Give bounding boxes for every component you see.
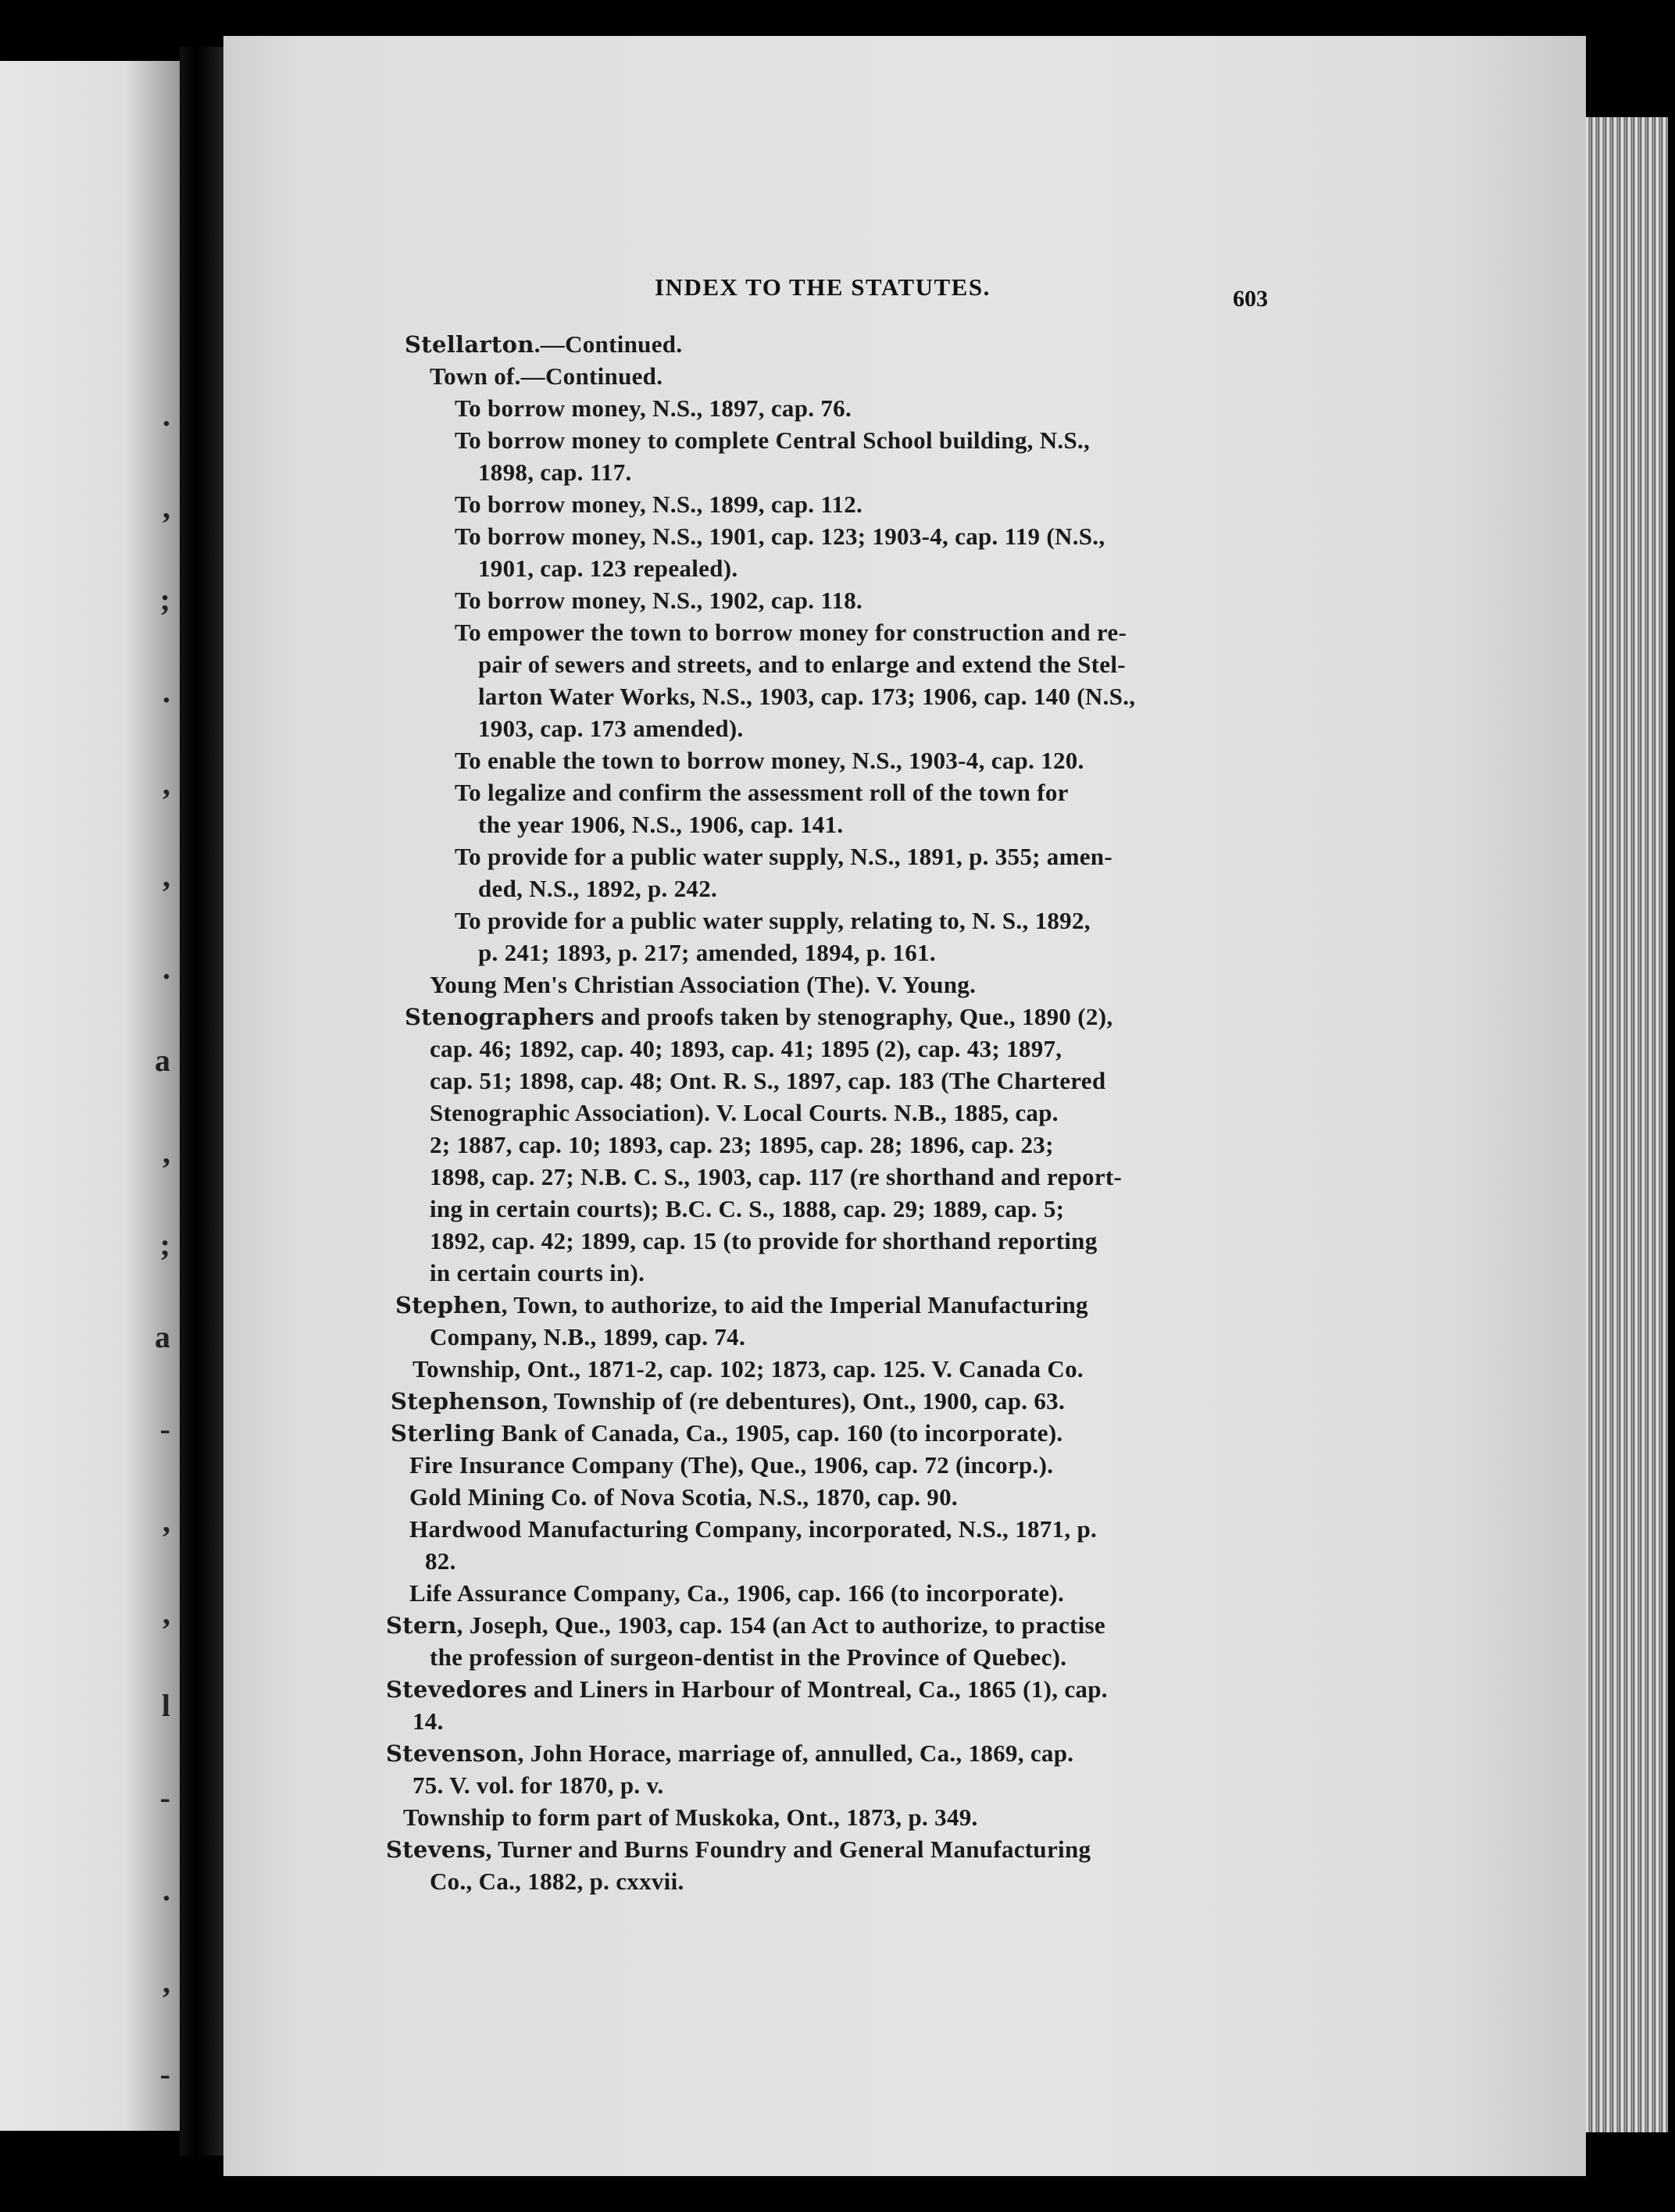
index-line	[381, 1545, 1295, 1577]
index-line	[381, 1065, 1295, 1097]
index-line	[381, 488, 1295, 520]
left-page-mark: a	[155, 1319, 170, 1354]
index-entry-heading: Stellarton	[405, 331, 534, 358]
page-number: 603	[1233, 286, 1268, 312]
left-page-edge-marks	[0, 61, 180, 2131]
index-line	[381, 616, 1295, 648]
index-line	[381, 1577, 1295, 1609]
index-entry-text: Township to form part of Muskoka, Ont., 1873, p. 349.	[403, 1803, 978, 1831]
index-entry-text: Township, Ont., 1871-2, cap. 102; 1873, cap. 125. V. Canada Co.	[412, 1355, 1084, 1382]
index-entry-text: To borrow money, N.S., 1901, cap. 123; 1903-4, cap. 119 (N.S.,	[455, 523, 1105, 550]
left-page-mark: -	[159, 1411, 170, 1447]
index-line	[381, 1449, 1295, 1481]
book-gutter	[180, 47, 223, 2156]
index-line	[381, 1481, 1295, 1513]
index-line	[381, 776, 1295, 808]
index-line	[381, 1321, 1295, 1353]
index-entry-text: cap. 51; 1898, cap. 48; Ont. R. S., 1897, cap. 183 (The Chartered	[430, 1067, 1106, 1094]
index-entry-text: , Joseph, Que., 1903, cap. 154 (an Act to authorize, to practise	[456, 1611, 1105, 1639]
left-page-mark: ,	[162, 1596, 170, 1631]
index-line	[381, 1673, 1295, 1705]
index-line	[381, 1289, 1295, 1321]
index-entries	[381, 328, 1295, 1897]
index-entry-text: ded, N.S., 1892, p. 242.	[478, 875, 718, 902]
index-entry-text: To borrow money, N.S., 1899, cap. 112.	[455, 491, 863, 518]
index-entry-heading: Stephenson	[391, 1388, 542, 1415]
index-line	[381, 1769, 1295, 1801]
index-entry-heading: Sterling	[391, 1420, 495, 1447]
index-entry-text: 1901, cap. 123 repealed).	[478, 555, 738, 582]
index-line	[381, 1801, 1295, 1833]
index-entry-text: , John Horace, marriage of, annulled, Ca., 1869, cap.	[517, 1739, 1074, 1767]
index-entry-text: 1898, cap. 117.	[478, 458, 632, 486]
left-page	[0, 61, 180, 2131]
index-line	[381, 969, 1295, 1001]
index-entry-text: To legalize and confirm the assessment roll of the town for	[455, 779, 1069, 806]
index-entry-text: 82.	[425, 1547, 456, 1575]
index-line	[381, 1833, 1295, 1865]
index-entry-text: To provide for a public water supply, N.S., 1891, p. 355; amen-	[455, 843, 1112, 870]
index-entry-text: p. 241; 1893, p. 217; amended, 1894, p. 161.	[478, 939, 936, 966]
index-entry-heading: Stevenson	[386, 1740, 518, 1767]
left-page-mark: ;	[159, 1227, 170, 1262]
index-line	[381, 1865, 1295, 1897]
index-line	[381, 1033, 1295, 1065]
index-line	[381, 1737, 1295, 1769]
index-entry-text: To enable the town to borrow money, N.S., 1903-4, cap. 120.	[455, 747, 1084, 774]
index-entry-text: , Township of (re debentures), Ont., 1900, cap. 63.	[541, 1387, 1065, 1415]
index-line	[381, 1513, 1295, 1545]
index-line	[381, 1641, 1295, 1673]
index-line	[381, 1385, 1295, 1417]
index-line	[381, 744, 1295, 776]
index-line	[381, 1129, 1295, 1161]
left-page-mark: -	[159, 1780, 170, 1815]
index-entry-text: ing in certain courts); B.C. C. S., 1888, cap. 29; 1889, cap. 5;	[430, 1195, 1065, 1222]
index-entry-text: Bank of Canada, Ca., 1905, cap. 160 (to incorporate).	[495, 1419, 1063, 1447]
left-page-mark: ;	[159, 582, 170, 617]
index-entry-text: Company, N.B., 1899, cap. 74.	[430, 1323, 745, 1350]
index-entry-text: To borrow money, N.S., 1897, cap. 76.	[455, 394, 852, 422]
left-page-mark: ,	[162, 1964, 170, 2000]
index-line	[381, 1705, 1295, 1737]
index-line	[381, 1193, 1295, 1225]
left-page-mark: ,	[162, 766, 170, 801]
index-entry-text: the year 1906, N.S., 1906, cap. 141.	[478, 811, 844, 838]
index-entry-text: , Town, to authorize, to aid the Imperial Manufacturing	[501, 1291, 1088, 1318]
index-entry-text: Gold Mining Co. of Nova Scotia, N.S., 1870, cap. 90.	[409, 1483, 958, 1511]
index-entry-text: 2; 1887, cap. 10; 1893, cap. 23; 1895, cap. 28; 1896, cap. 23;	[430, 1131, 1054, 1158]
index-line	[381, 1257, 1295, 1289]
index-entry-text: larton Water Works, N.S., 1903, cap. 173; 1906, cap. 140 (N.S.,	[478, 683, 1136, 710]
index-line	[381, 1353, 1295, 1385]
index-line	[381, 937, 1295, 969]
index-entry-text: cap. 46; 1892, cap. 40; 1893, cap. 41; 1895 (2), cap. 43; 1897,	[430, 1035, 1062, 1062]
left-page-mark: l	[161, 1688, 170, 1723]
index-line	[381, 1097, 1295, 1129]
index-entry-text: the profession of surgeon-dentist in the Province of Quebec).	[430, 1643, 1067, 1671]
index-entry-text: To provide for a public water supply, relating to, N. S., 1892,	[455, 907, 1091, 934]
index-entry-text: .—Continued.	[534, 330, 683, 358]
index-line	[381, 1417, 1295, 1449]
index-line	[381, 648, 1295, 680]
index-line	[381, 808, 1295, 840]
index-entry-text: pair of sewers and streets, and to enlarge and extend the Stel-	[478, 651, 1126, 678]
index-entry-text: 1903, cap. 173 amended).	[478, 715, 744, 742]
index-entry-text: Hardwood Manufacturing Company, incorporated, N.S., 1871, p.	[409, 1515, 1098, 1543]
index-line	[381, 424, 1295, 456]
index-line	[381, 584, 1295, 616]
index-line	[381, 360, 1295, 392]
index-entry-text: , Turner and Burns Foundry and General Manufacturing	[485, 1836, 1091, 1863]
left-page-mark: a	[155, 1043, 170, 1078]
index-entry-text: Stenographic Association). V. Local Courts. N.B., 1885, cap.	[430, 1099, 1059, 1126]
left-page-mark: -	[159, 2057, 170, 2092]
left-page-mark: ,	[162, 490, 170, 525]
index-line	[381, 1609, 1295, 1641]
index-entry-heading: Stenographers	[405, 1004, 595, 1030]
index-line	[381, 904, 1295, 937]
left-page-mark: .	[162, 951, 170, 986]
left-page-mark: .	[162, 1872, 170, 1907]
left-page-mark: ,	[162, 1135, 170, 1170]
index-entry-text: Fire Insurance Company (The), Que., 1906, cap. 72 (incorp.).	[409, 1451, 1054, 1479]
index-line	[381, 840, 1295, 872]
index-line	[381, 712, 1295, 744]
index-entry-text: To borrow money to complete Central School building, N.S.,	[455, 426, 1091, 454]
index-line	[381, 456, 1295, 488]
index-entry-text: To empower the town to borrow money for construction and re-	[455, 619, 1127, 646]
left-page-mark: ,	[162, 1504, 170, 1539]
index-line	[381, 392, 1295, 424]
left-page-mark: .	[162, 674, 170, 709]
index-entry-text: 1892, cap. 42; 1899, cap. 15 (to provide for shorthand reporting	[430, 1227, 1098, 1254]
index-entry-text: To borrow money, N.S., 1902, cap. 118.	[455, 587, 863, 614]
index-entry-text: 75. V. vol. for 1870, p. v.	[412, 1771, 664, 1799]
running-head: INDEX TO THE STATUTES.	[655, 273, 991, 301]
left-page-mark: .	[162, 398, 170, 433]
index-entry-heading: Stern	[386, 1612, 457, 1639]
index-line	[381, 328, 1295, 360]
index-entry-text: Town of.—Continued.	[430, 362, 663, 390]
index-entry-text: Young Men's Christian Association (The). V. Young.	[430, 971, 977, 998]
index-entry-text: 1898, cap. 27; N.B. C. S., 1903, cap. 117 (re shorthand and report-	[430, 1163, 1123, 1190]
index-entry-heading: Stephen	[395, 1292, 502, 1318]
index-entry-text: and Liners in Harbour of Montreal, Ca., 1865 (1), cap.	[527, 1675, 1108, 1703]
index-entry-text: Life Assurance Company, Ca., 1906, cap. 166 (to incorporate).	[409, 1579, 1065, 1607]
index-line	[381, 1225, 1295, 1257]
index-line	[381, 680, 1295, 712]
index-line	[381, 1161, 1295, 1193]
index-line	[381, 520, 1295, 552]
index-entry-text: and proofs taken by stenography, Que., 1890 (2),	[594, 1003, 1113, 1030]
index-entry-text: 14.	[412, 1707, 444, 1735]
index-entry-text: Co., Ca., 1882, p. cxxvii.	[430, 1868, 684, 1895]
index-line	[381, 1001, 1295, 1033]
index-line	[381, 872, 1295, 904]
page-edges	[1586, 117, 1668, 2132]
index-entry-text: in certain courts in).	[430, 1259, 645, 1286]
index-line	[381, 552, 1295, 584]
left-page-mark: ,	[162, 858, 170, 894]
index-entry-heading: Stevens	[386, 1836, 486, 1863]
index-entry-heading: Stevedores	[386, 1676, 527, 1703]
